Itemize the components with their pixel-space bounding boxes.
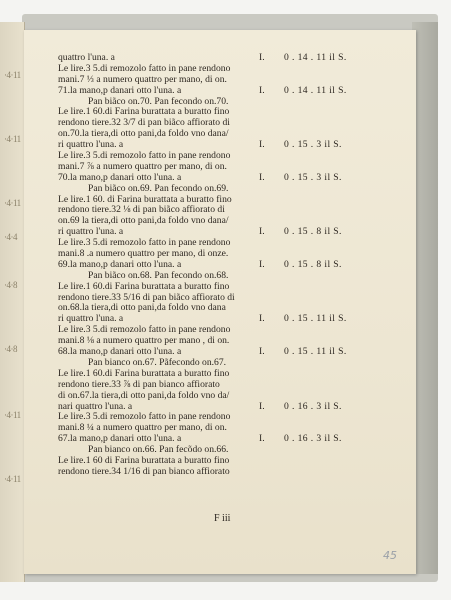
line-number: I. [259,313,265,325]
line-number: I. [259,52,265,63]
margin-mark: ·4·11 [4,474,21,484]
line-price: 0 . 15 . 11 il S. [284,346,347,358]
line-text: ri quattro l'una. a [58,313,124,325]
line-text: rendono tiere.33 ⅞ di pan bianco affiorato [58,378,220,390]
margin-mark: ·4·8 [4,344,17,354]
margin-mark: ·4·8 [4,280,17,290]
text-line [58,184,408,195]
line-text: Le lire.3 5.di remozolo fatto in pane rendono [58,237,231,249]
line-text: Pan biãco on.70. Pan fecondo on.70. [88,95,229,107]
line-text: Pan bianco on.66. Pan fecõdo on.66. [88,444,229,456]
line-price: 0 . 15 . 8 il S. [284,258,342,270]
line-text: mani.7 ⅓ a numero quattro per mano, di on. [58,73,227,85]
line-text: Le lire.3 5.di remozolo fatto in pane rendono [58,324,231,336]
line-number: I. [259,171,265,183]
pencil-folio-note: 45 [383,549,397,562]
line-text: Le lire.3 5.di remozolo fatto in pane rendono [58,150,231,162]
book-page [24,30,416,574]
line-text: Pan bianco on.67. Pãfecondo on.67. [88,356,227,368]
line-text: Pan biãco on.69. Pan fecondo on.69. [88,182,229,194]
previous-page-edge [0,22,25,582]
margin-mark: ·4·11 [4,134,21,144]
text-line [58,467,408,478]
line-text: on.70.la tiera,di otto pani,da foldo vno dana/ [58,128,229,140]
line-text: Le lire.1 60.di Farina burattata a buratto fino [58,106,230,118]
line-text: 69.la mano,p danari otto l'una. a [58,258,182,270]
line-number: I. [259,139,265,151]
line-price: 0 . 14 . 11 il S. [284,84,347,96]
line-text: quattro l'una. a [58,52,115,63]
margin-mark: ·4·11 [4,198,21,208]
line-price: 0 . 16 . 3 il S. [284,400,342,412]
text-line [58,282,408,293]
margin-mark: ·4·4 [4,232,17,242]
text-line [58,391,408,402]
line-number: I. [259,226,265,238]
line-text: rendono tiere.32 ⅛ di pan biãco affiorato di [58,204,225,216]
line-price: 0 . 14 . 11 il S. [284,52,347,63]
margin-mark: ·4·11 [4,70,21,80]
line-text: mani.8 .a numero quattro per mano, di onze. [58,248,229,260]
line-text: Le lire.1 60.di Farina burattata a buratto fino [58,280,230,292]
line-text: on.69 la tiera,di otto pani,da foldo vno dana/ [58,215,229,227]
line-text: 71.la mano,p danari otto l'una. a [58,84,182,96]
line-price: 0 . 15 . 11 il S. [284,313,347,325]
line-text: mani.7 ⅞ a numero quattro per mano, di on. [58,160,227,172]
line-text: Le lire.1 60.di Farina burattata a buratto fino [58,367,230,379]
line-text: 67.la mano,p danari otto l'una. a [58,433,182,445]
line-number: I. [259,346,265,358]
price-table-text [58,53,408,478]
line-price: 0 . 15 . 3 il S. [284,139,342,151]
line-number: I. [259,400,265,412]
line-number: I. [259,433,265,445]
line-number: I. [259,258,265,270]
line-price: 0 . 15 . 8 il S. [284,226,342,238]
line-text: rendono tiere.33 5/16 di pan biãco affiorato di [58,291,235,303]
text-line [58,86,408,97]
line-text: Le lire.3 5.di remozolo fatto in pane rendono [58,62,231,74]
line-text: Le lire.3 5.di remozolo fatto in pane rendono [58,411,231,423]
line-text: Le lire.1 60 di Farina burattata a buratto fino [58,454,230,466]
line-price: 0 . 15 . 3 il S. [284,171,342,183]
signature-mark: F iii [214,513,231,524]
line-text: rendono tiere.34 1/16 di pan bianco affiorato [58,465,230,477]
line-text: di on.67.la tiera,di otto pani,da foldo vno da/ [58,389,230,401]
line-text: rendono tiere.32 3/7 di pan biãco affiorato di [58,117,230,129]
line-text: ri quattro l'una. a [58,139,124,151]
line-text: Le lire.1 60. di Farina burattata a buratto fino [58,193,232,205]
text-line [58,380,408,391]
line-text: ri quattro l'una. a [58,226,124,238]
line-text: nari quattro l'una. a [58,400,133,412]
line-text: Pan biãco on.68. Pan fecondo on.68. [88,269,229,281]
line-text: 70.la mano,p danari otto l'una. a [58,171,182,183]
margin-mark: ·4·11 [4,410,21,420]
line-text: 68.la mano,p danari otto l'una. a [58,346,182,358]
line-text: on.68.la tiera,di otto pani,da foldo vno dana [58,302,226,314]
line-text: mani.8 ⅛ a numero quattro per mano , di on. [58,335,230,347]
line-number: I. [259,84,265,96]
line-text: mani.8 ¼ a numero quattro per mano, di on. [58,422,227,434]
line-price: 0 . 16 . 3 il S. [284,433,342,445]
